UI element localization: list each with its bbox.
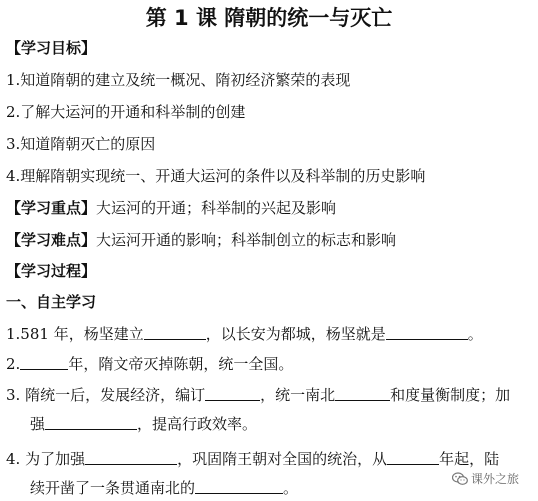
watermark (452, 470, 519, 487)
question-4-blank-3[interactable] (195, 479, 283, 494)
question-1-blank-2[interactable] (386, 325, 468, 340)
difficult-points-label: 【学习难点】 (6, 231, 97, 249)
process-heading: 【学习过程】 (6, 262, 97, 280)
question-3-part-b: ，统一南北 (260, 386, 336, 404)
question-4-blank-2[interactable] (387, 450, 439, 465)
goal-item-3: 3.知道隋朝灭亡的原因 (6, 135, 156, 153)
question-3-line-1 (6, 385, 510, 405)
wechat-icon (452, 472, 468, 486)
question-4-blank-1[interactable] (85, 450, 177, 465)
question-1-part-c: 。 (467, 325, 483, 343)
question-3-blank-1[interactable] (205, 386, 260, 401)
question-4-part-d: 续开凿了一条贯通南北的 (30, 479, 196, 497)
goal-item-2: 2.了解大运河的开通和科举制的创建 (6, 103, 246, 121)
question-2 (6, 354, 293, 374)
question-3-line-2 (30, 414, 257, 434)
question-2-blank-1[interactable] (20, 355, 68, 370)
question-4-line-2 (30, 478, 298, 498)
section-heading: 一、自主学习 (6, 293, 97, 311)
watermark-text: 课外之旅 (471, 472, 520, 486)
question-3-part-d: 强 (30, 415, 46, 433)
goal-item-4: 4.理解隋朝实现统一、开通大运河的条件以及科举制的历史影响 (6, 167, 426, 185)
question-4-part-b: ，巩固隋王朝对全国的统治，从 (177, 450, 388, 468)
question-1-part-b: ，以长安为都城，杨坚就是 (205, 325, 386, 343)
key-points-line (6, 198, 336, 218)
question-1 (6, 324, 483, 344)
key-points-text: 大运河的开通；科举制的兴起及影响 (96, 199, 337, 217)
difficult-points-line (6, 230, 396, 250)
question-3-blank-3[interactable] (45, 415, 137, 430)
question-2-part-b: 年，隋文帝灭掉陈朝，统一全国。 (68, 355, 294, 373)
question-1-blank-1[interactable] (144, 325, 206, 340)
goals-heading: 【学习目标】 (6, 39, 97, 57)
question-4-line-1 (6, 449, 499, 469)
page-title: 第 1 课 隋朝的统一与灭亡 (145, 6, 393, 30)
question-4-part-c: 年起，陆 (439, 450, 500, 468)
difficult-points-text: 大运河开通的影响；科举制创立的标志和影响 (96, 231, 397, 249)
key-points-label: 【学习重点】 (6, 199, 97, 217)
question-1-part-a: 1.581 年，杨坚建立 (6, 325, 144, 343)
question-3-part-a: 3. 隋统一后，发展经济，编订 (6, 386, 206, 404)
question-4-part-a: 4. 为了加强 (6, 450, 86, 468)
question-3-part-e: ，提高行政效率。 (137, 415, 258, 433)
question-3-blank-2[interactable] (335, 386, 390, 401)
question-3-part-c: 和度量衡制度；加 (390, 386, 511, 404)
question-4-part-e: 。 (283, 479, 299, 497)
goal-item-1: 1.知道隋朝的建立及统一概况、隋初经济繁荣的表现 (6, 71, 351, 89)
question-2-part-a: 2. (6, 355, 21, 373)
